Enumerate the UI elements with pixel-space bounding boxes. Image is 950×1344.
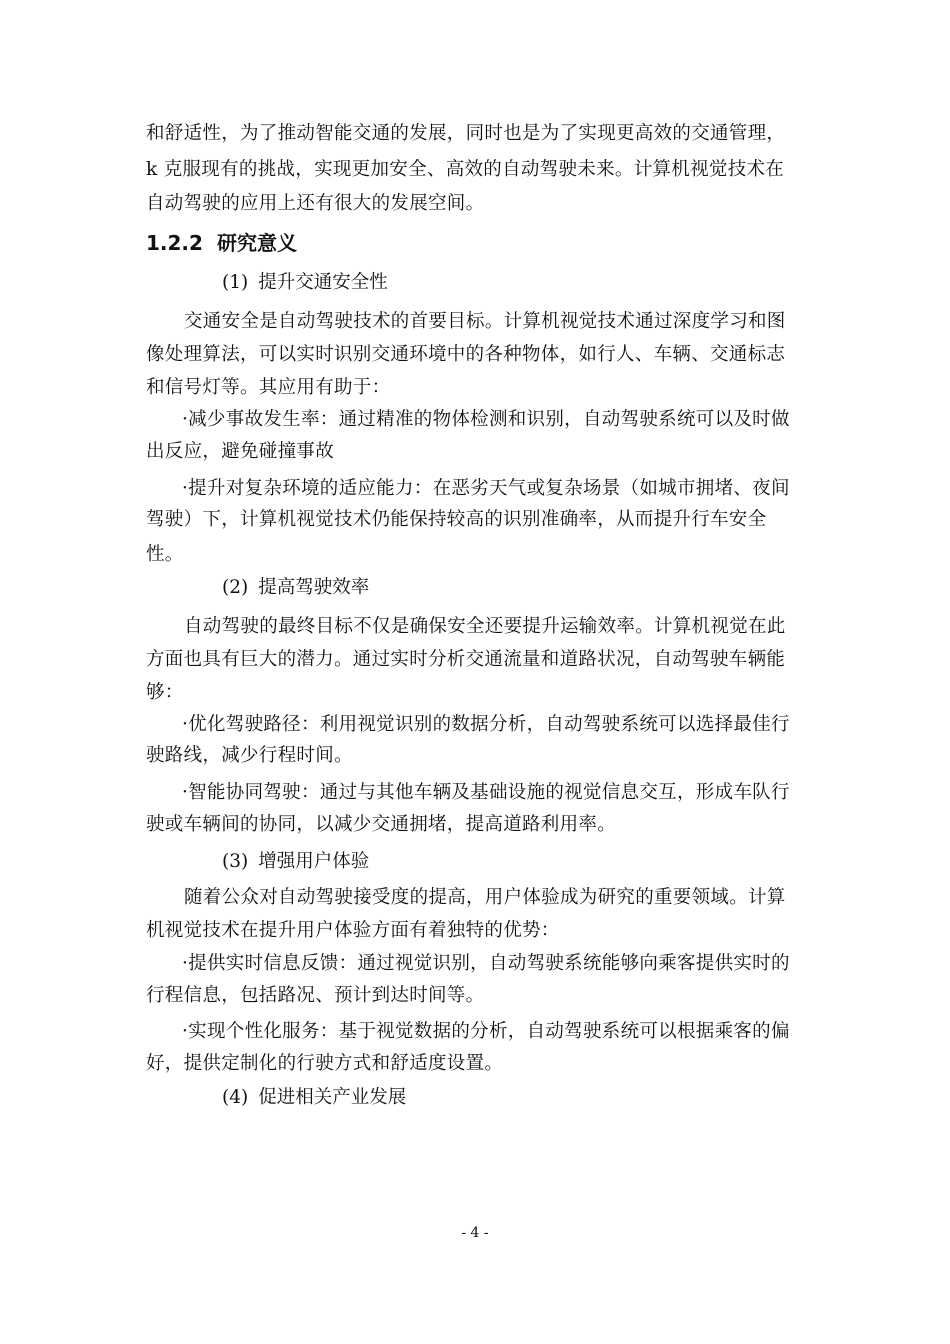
bullet-line: ·实现个性化服务：基于视觉数据的分析，自动驾驶系统可以根据乘客的偏 bbox=[182, 1021, 790, 1042]
bullet-line: 好，提供定制化的行驶方式和舒适度设置。 bbox=[146, 1053, 504, 1074]
subsection-heading bbox=[222, 576, 369, 600]
section-title: 研究意义 bbox=[216, 231, 297, 255]
paragraph-line: 随着公众对自动驾驶接受度的提高，用户体验成为研究的重要领域。计算 bbox=[184, 887, 786, 908]
bullet-line: ·提供实时信息反馈：通过视觉识别，自动驾驶系统能够向乘客提供实时的 bbox=[182, 953, 790, 974]
paragraph-line: 自动驾驶的最终目标不仅是确保安全还要提升运输效率。计算机视觉在此 bbox=[184, 616, 786, 637]
paragraph-line: 像处理算法，可以实时识别交通环境中的各种物体，如行人、车辆、交通标志 bbox=[146, 344, 786, 365]
subsection-title: 促进相关产业发展 bbox=[258, 1087, 407, 1108]
paragraph-line: 和信号灯等。其应用有助于： bbox=[146, 377, 391, 398]
bullet-line: ·提升对复杂环境的适应能力：在恶劣天气或复杂场景（如城市拥堵、夜间 bbox=[182, 478, 790, 499]
paragraph-line: 交通安全是自动驾驶技术的首要目标。计算机视觉技术通过深度学习和图 bbox=[184, 311, 786, 332]
bullet-line: 出反应，避免碰撞事故 bbox=[146, 441, 335, 462]
subsection-title: 提升交通安全性 bbox=[258, 272, 388, 293]
subsection-heading bbox=[222, 1086, 406, 1110]
subsection-number: (3) bbox=[222, 851, 249, 872]
paragraph-line: 够： bbox=[146, 682, 184, 703]
subsection-number: (1) bbox=[222, 272, 249, 293]
bullet-line: 行程信息，包括路况、预计到达时间等。 bbox=[146, 985, 485, 1006]
section-number: 1.2.2 bbox=[146, 231, 203, 255]
bullet-line: 性。 bbox=[146, 544, 184, 565]
bullet-line: ·优化驾驶路径：利用视觉识别的数据分析，自动驾驶系统可以选择最佳行 bbox=[182, 714, 790, 735]
bullet-line: 驶路线，减少行程时间。 bbox=[146, 745, 353, 766]
subsection-number: (2) bbox=[222, 577, 249, 598]
intro-line: k 克服现有的挑战，实现更加安全、高效的自动驾驶未来。计算机视觉技术在 bbox=[146, 159, 785, 180]
paragraph-line: 方面也具有巨大的潜力。通过实时分析交通流量和道路状况，自动驾驶车辆能 bbox=[146, 649, 786, 670]
subsection-title: 提高驾驶效率 bbox=[258, 577, 370, 598]
intro-line: 和舒适性，为了推动智能交通的发展，同时也是为了实现更高效的交通管理， bbox=[146, 123, 786, 144]
page-number: - 4 - bbox=[461, 1225, 489, 1241]
section-heading bbox=[146, 230, 297, 256]
bullet-line: 驶或车辆间的协同，以减少交通拥堵，提高道路利用率。 bbox=[146, 814, 617, 835]
subsection-heading bbox=[222, 271, 388, 295]
paragraph-line: 机视觉技术在提升用户体验方面有着独特的优势： bbox=[146, 920, 560, 941]
bullet-line: 驾驶）下，计算机视觉技术仍能保持较高的识别准确率，从而提升行车安全 bbox=[146, 509, 767, 530]
bullet-line: ·减少事故发生率：通过精准的物体检测和识别，自动驾驶系统可以及时做 bbox=[182, 409, 790, 430]
intro-line: 自动驾驶的应用上还有很大的发展空间。 bbox=[146, 193, 485, 214]
subsection-heading bbox=[222, 850, 369, 874]
subsection-title: 增强用户体验 bbox=[258, 851, 370, 872]
subsection-number: (4) bbox=[222, 1087, 249, 1108]
bullet-line: ·智能协同驾驶：通过与其他车辆及基础设施的视觉信息交互，形成车队行 bbox=[182, 782, 790, 803]
